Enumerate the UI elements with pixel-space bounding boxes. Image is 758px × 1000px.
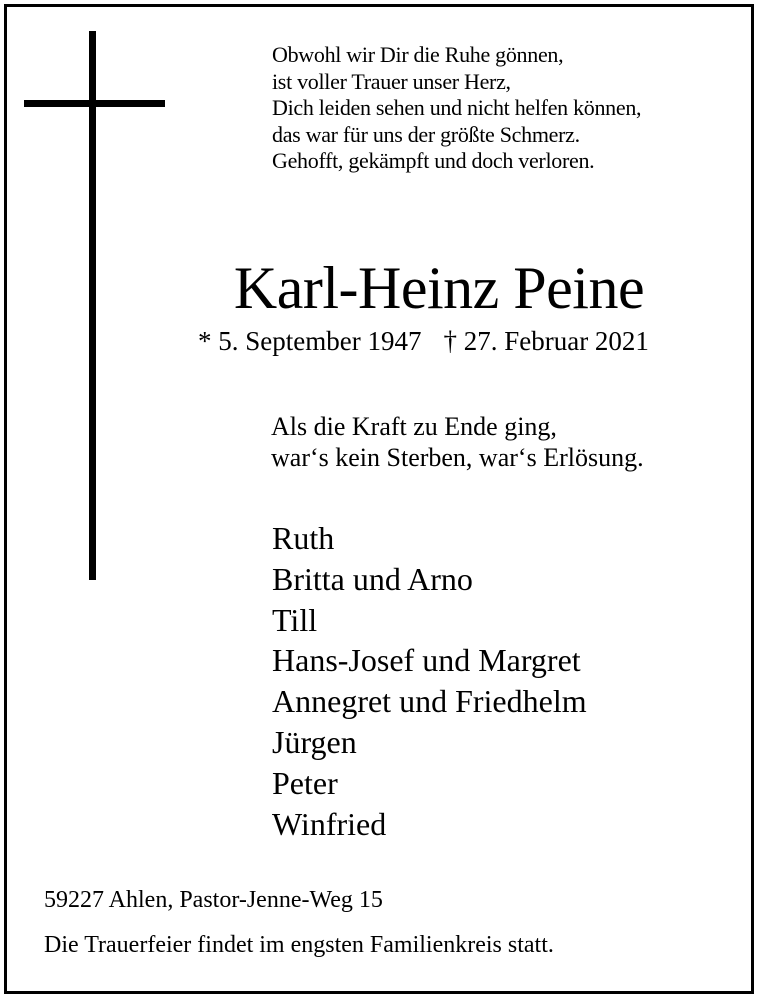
- quote: [271, 411, 644, 473]
- mourner-name: Annegret und Friedhelm: [272, 683, 587, 720]
- mourner-name: Hans-Josef und Margret: [272, 642, 581, 679]
- quote-line: Als die Kraft zu Ende ging,: [271, 412, 557, 441]
- mourners-list: [272, 518, 587, 844]
- mourner-name: Britta und Arno: [272, 560, 473, 597]
- mourner-name: Jürgen: [272, 723, 357, 760]
- poem-line: ist voller Trauer unser Herz,: [272, 68, 511, 94]
- poem-line: Dich leiden sehen und nicht helfen können,: [272, 95, 642, 120]
- poem-line: das war für uns der größte Schmerz.: [272, 121, 580, 147]
- mourner-name: Till: [272, 601, 318, 638]
- address: 59227 Ahlen, Pastor-Jenne-Weg 15: [44, 887, 383, 913]
- cross-horizontal-bar: [24, 100, 165, 107]
- poem-line: Gehofft, gekämpft und doch verloren.: [272, 148, 595, 173]
- birth-date: * 5. September 1947: [198, 326, 422, 356]
- quote-line: war‘s kein Sterben, war‘s Erlösung.: [271, 443, 644, 472]
- mourner-name: Peter: [272, 764, 338, 801]
- poem-line: Obwohl wir Dir die Ruhe gönnen,: [272, 42, 564, 67]
- funeral-note: Die Trauerfeier findet im engsten Familienkreis statt.: [44, 932, 554, 958]
- deceased-name: Karl-Heinz Peine: [233, 255, 645, 321]
- mourner-name: Winfried: [272, 805, 387, 842]
- life-dates: [198, 324, 649, 358]
- mourner-name: Ruth: [272, 520, 335, 556]
- death-date: † 27. Februar 2021: [443, 326, 649, 356]
- poem: [272, 42, 641, 175]
